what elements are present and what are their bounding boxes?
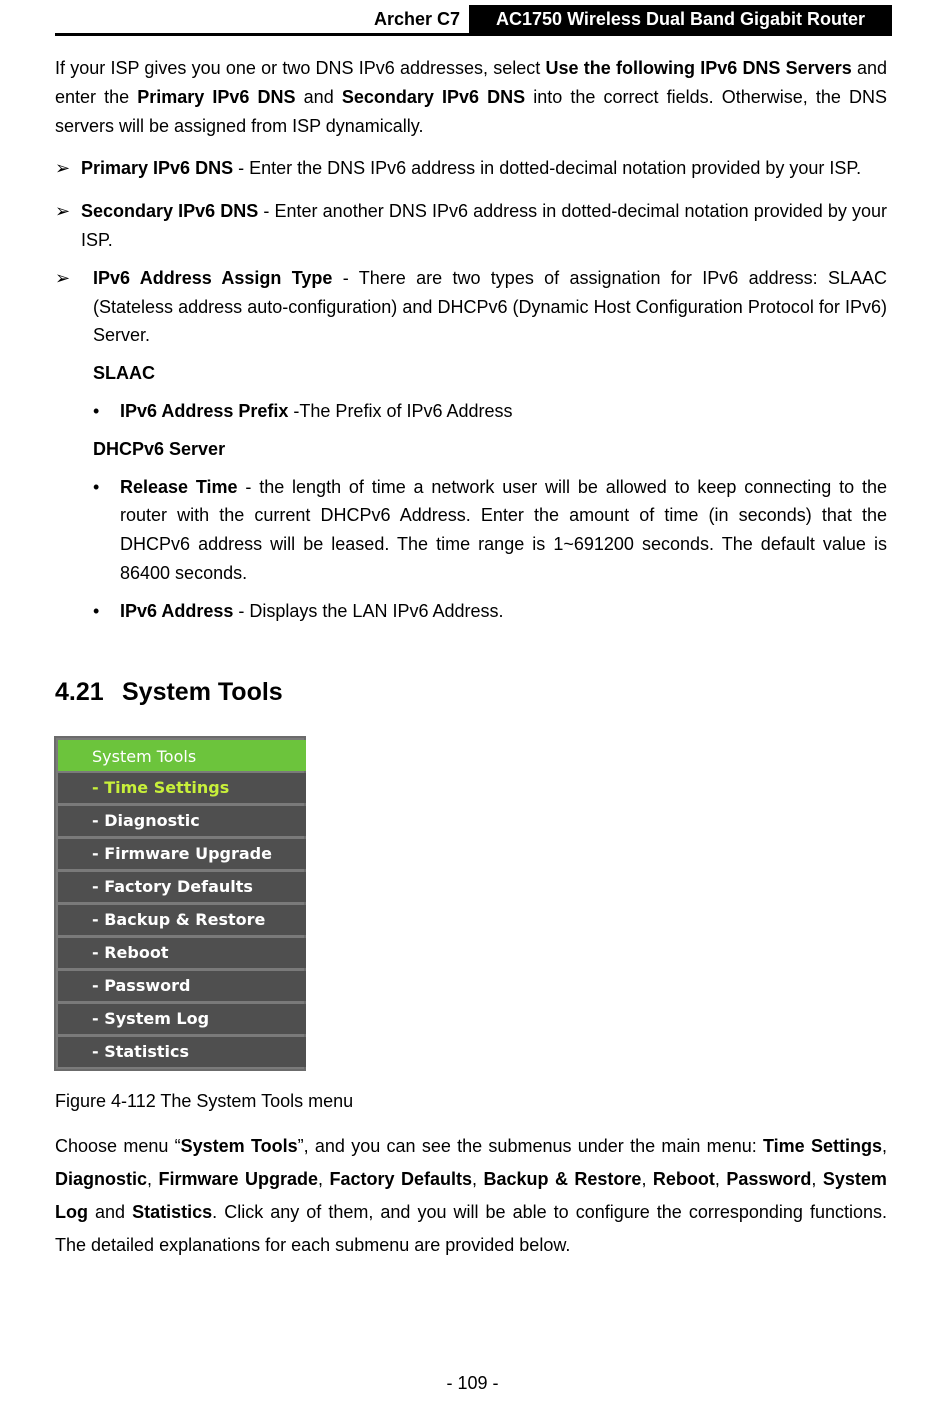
intro-paragraph	[55, 54, 887, 140]
arrow-bullet-icon: ➢	[55, 267, 71, 288]
intro-bold-3: Secondary IPv6 DNS	[341, 86, 526, 107]
menu-item-time-settings[interactable]: - Time Settings	[58, 773, 306, 803]
page-number: - 109 -	[446, 1373, 499, 1393]
closing-bold: System Tools	[180, 1136, 298, 1156]
arrow-bullet-icon: ➢	[55, 158, 71, 179]
intro-bold-1: Use the following IPv6 DNS Servers	[545, 58, 852, 78]
closing-paragraph	[55, 1130, 887, 1262]
menu-item-statistics[interactable]: - Statistics	[58, 1037, 306, 1067]
dhcpv6-heading: DHCPv6 Server	[93, 438, 226, 459]
closing-bold: System Log	[55, 1169, 887, 1222]
dot-bullet-icon: •	[93, 476, 100, 497]
intro-text-4: into the correct fields. Otherwise, the DNS servers will be assigned from ISP dynamically.	[55, 86, 887, 136]
header-rule	[55, 33, 892, 36]
closing-text: ,	[881, 1136, 887, 1156]
intro-text-2: and enter the	[55, 58, 887, 107]
arrow-bullet-icon: ➢	[55, 201, 71, 222]
closing-text: and	[88, 1202, 133, 1222]
closing-bold: Diagnostic	[55, 1169, 148, 1189]
intro-text-1: If your ISP gives you one or two DNS IPv6 addresses, select	[55, 58, 546, 78]
slaac-heading: SLAAC	[93, 363, 155, 384]
menu-item-firmware-upgrade[interactable]: - Firmware Upgrade	[58, 839, 306, 869]
menu-item-password[interactable]: - Password	[58, 971, 306, 1001]
system-tools-menu	[54, 736, 306, 1071]
closing-bold: Password	[726, 1169, 812, 1189]
closing-text: ,	[811, 1169, 823, 1189]
closing-text: ,	[318, 1169, 330, 1189]
section-title: System Tools	[122, 678, 283, 706]
section-number: 4.21	[55, 678, 104, 706]
list-item	[55, 397, 887, 426]
closing-text: ”, and you can see the submenus under the main menu:	[297, 1136, 763, 1156]
intro-bold-2: Primary IPv6 DNS	[137, 86, 296, 107]
closing-text: ,	[641, 1169, 653, 1189]
bullet-text: - There are two types of assignation for IPv6 address: SLAAC (Stateless address auto-configuration) and DHCPv6 (Dynamic Host Configuration Protocol for IPv6) Server.	[93, 267, 887, 346]
bullet-text: - Displays the LAN IPv6 Address.	[233, 600, 504, 621]
closing-text: ,	[714, 1169, 727, 1189]
closing-bold: Factory Defaults	[329, 1169, 472, 1189]
dot-bullet-icon: •	[93, 600, 100, 621]
closing-text: Choose menu “	[55, 1136, 181, 1156]
list-item	[55, 197, 887, 255]
menu-item-backup-restore[interactable]: - Backup & Restore	[58, 905, 306, 935]
list-item	[55, 264, 887, 350]
bullet-text: - Enter another DNS IPv6 address in dotted-decimal notation provided by your ISP.	[81, 201, 888, 250]
bullet-text: - Enter the DNS IPv6 address in dotted-decimal notation provided by your ISP.	[233, 158, 862, 179]
list-item	[55, 154, 887, 183]
closing-text: ,	[471, 1169, 484, 1189]
bullet-term: IPv6 Address Assign Type	[93, 267, 333, 288]
menu-header[interactable]: System Tools	[58, 740, 306, 771]
bullet-term: IPv6 Address	[120, 600, 234, 621]
bullet-term: Primary IPv6 DNS	[81, 158, 234, 179]
list-item	[55, 597, 887, 626]
bullet-text: - the length of time a network user will be allowed to keep connecting to the router with the current DHCPv6 Address. Enter the amount of time (in seconds) that the DHCPv6 address will be leased. The time range is 1~691200 seconds. The default value is 86400 seconds.	[120, 476, 887, 583]
figure-caption: Figure 4-112 The System Tools menu	[55, 1091, 354, 1111]
intro-text-3: and	[295, 86, 342, 107]
closing-bold: Backup & Restore	[483, 1169, 642, 1189]
section-heading	[55, 678, 283, 707]
bullet-term: Release Time	[120, 476, 238, 497]
menu-item-diagnostic[interactable]: - Diagnostic	[58, 806, 306, 836]
list-item	[55, 473, 887, 588]
closing-bold: Firmware Upgrade	[158, 1169, 318, 1189]
closing-bold: Time Settings	[763, 1136, 882, 1156]
header-title: AC1750 Wireless Dual Band Gigabit Router	[469, 5, 892, 33]
closing-bold: Statistics	[132, 1202, 213, 1222]
closing-text: . Click any of them, and you will be able to configure the corresponding functions. The detailed explanations for each submenu are provided below.	[55, 1202, 887, 1255]
page-header	[55, 5, 892, 33]
body-content	[55, 54, 887, 635]
menu-item-factory-defaults[interactable]: - Factory Defaults	[58, 872, 306, 902]
closing-text: ,	[147, 1169, 159, 1189]
closing-bold: Reboot	[652, 1169, 715, 1189]
bullet-text: -The Prefix of IPv6 Address	[288, 400, 513, 421]
menu-item-reboot[interactable]: - Reboot	[58, 938, 306, 968]
bullet-term: IPv6 Address Prefix	[120, 400, 289, 421]
dot-bullet-icon: •	[93, 400, 100, 421]
bullet-term: Secondary IPv6 DNS	[81, 201, 259, 222]
menu-item-system-log[interactable]: - System Log	[58, 1004, 306, 1034]
header-model: Archer C7	[373, 9, 460, 29]
